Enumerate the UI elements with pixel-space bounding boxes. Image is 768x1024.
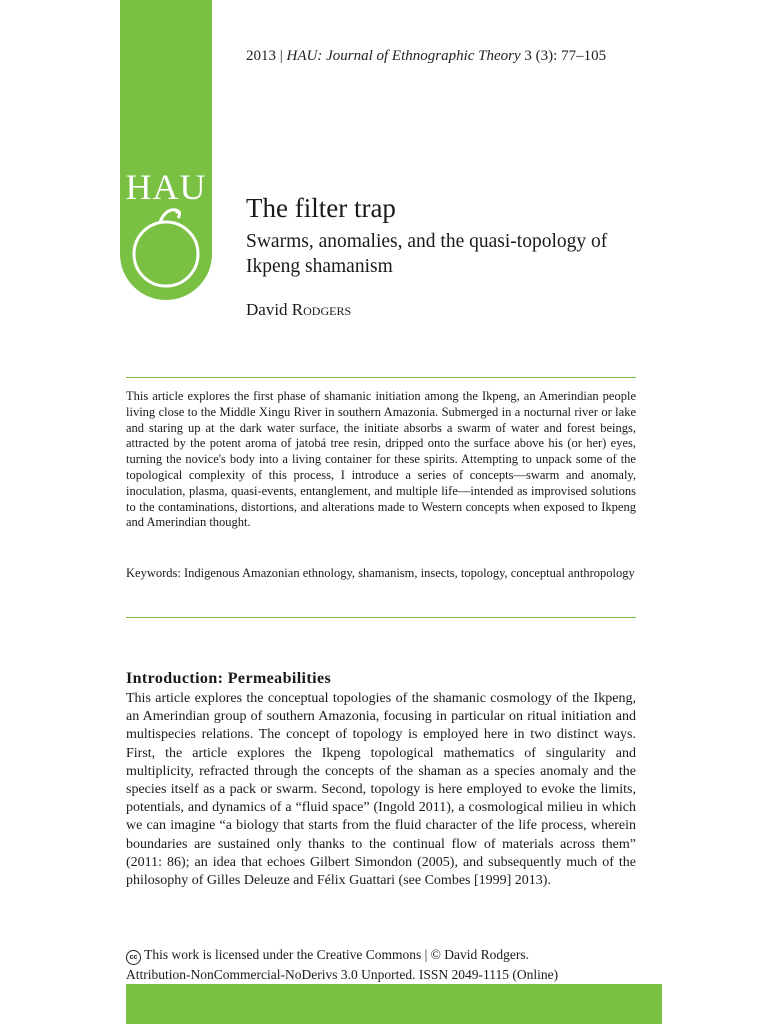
running-head-separator: | [276,48,287,64]
creative-commons-icon: cc [126,950,141,965]
ouroboros-icon [130,202,202,294]
abstract-bottom-rule [126,617,636,618]
footer-color-bar [126,984,662,1024]
running-head [246,48,606,65]
body-paragraph: This article explores the conceptual topologies of the shamanic cosmology of the Ikpeng, an Amerindian group of southern Amazonia, focusing in particular on ritual initiation and multispecies relations. The concept of topology is employed here in two distinct ways. First, the article explores the Ikpeng topological mathematics of singularity and multiplicity, refracted through the concepts of the shaman as a species anomaly and the species itself as a pack or swarm. Second, topology is here employed to evoke the limits, potentials, and dynamics of a “fluid space” (Ingold 2011), a cosmological milieu in which we can imagine “a biology that starts from the fluid character of the life process, wherein boundaries are sustained only thanks to the continual flow of materials across them” (2011: 86); an idea that echoes Gilbert Simondon (2005), and subsequently much of the philosophy of Gilles Deleuze and Félix Guattari (see Combes [1999] 2013). [126,691,636,889]
author-last-name: Rodgers [291,300,352,319]
article-title: The filter trap [246,193,396,223]
article-subtitle: Swarms, anomalies, and the quasi-topology of Ikpeng shamanism [246,231,608,277]
journal-logo-text: HAU [125,167,207,207]
running-head-year: 2013 [246,48,276,64]
abstract-text: This article explores the first phase of shamanic initiation among the Ikpeng, an Amerindian people living close to the Middle Xingu River in southern Amazonia. Submerged in a nocturnal river or lake and staring up at the dark water surface, the initiate absorbs a swarm of water and forest beings, attracted by the potent aroma of jatobá tree resin, dripped onto the surface above his (or her) eyes, turning the novice's body into a living container for these spirits. Attempting to unpack some of the topological complexity of this process, I introduce a series of concepts—swarm and anomaly, inoculation, plasma, quasi-events, entanglement, and multiple life—intended as improvised solutions to the contaminations, distortions, and alterations made to Western concepts when exposed to Ikpeng and Amerindian thought. [126,389,636,530]
author-name [246,300,351,320]
journal-title: HAU: Journal of Ethnographic Theory [286,48,521,64]
keywords: Keywords: Indigenous Amazonian ethnology, shamanism, insects, topology, conceptual anthropology [126,566,635,580]
license-line-2: Attribution-NonCommercial-NoDerivs 3.0 Unported. ISSN 2049-1115 (Online) [126,967,559,982]
journal-logo-tab [120,0,212,300]
abstract-top-rule [126,377,636,378]
license-notice [126,945,646,984]
section-heading: Introduction: Permeabilities [126,670,332,687]
author-first-name: David [246,300,292,319]
license-line-1 [126,945,646,965]
license-text-1: This work is licensed under the Creative Commons | © David Rodgers. [144,947,530,962]
issue-pages: 3 (3): 77–105 [520,48,607,64]
